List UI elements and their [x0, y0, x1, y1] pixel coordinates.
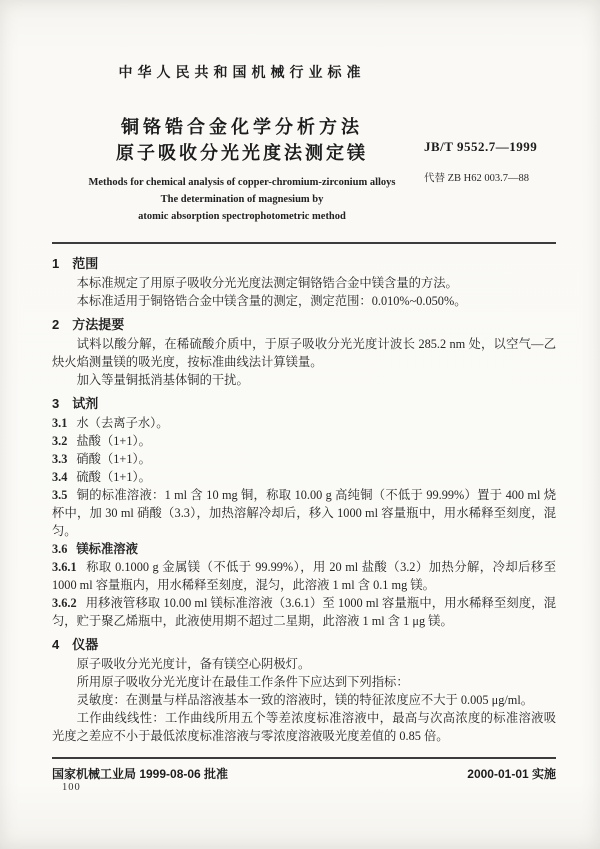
replaces-standard: 代替 ZB H62 003.7—88 — [424, 173, 529, 184]
paragraph: 试料以酸分解，在稀硫酸介质中，于原子吸收分光光度计波长 285.2 nm 处，以空气—乙炔火焰测量镁的吸光度，按标准曲线法计算镁量。 — [52, 337, 556, 369]
clause-text: 水（去离子水）。 — [76, 416, 169, 430]
page-content — [52, 0, 556, 745]
paragraph: 加入等量铜抵消基体铜的干扰。 — [76, 373, 249, 387]
paragraph: 灵敏度：在测量与样品溶液基本一致的溶液时，镁的特征浓度应不大于 0.005 μg/ml。 — [76, 693, 534, 707]
english-title-line3: atomic absorption spectrophotometric method — [138, 211, 346, 222]
english-title-line1: Methods for chemical analysis of copper-chromium-zirconium alloys — [88, 177, 396, 188]
clause-number: 3.6 — [52, 542, 68, 556]
section-title: 试剂 — [72, 396, 99, 411]
paragraph: 本标准适用于铜铬锆合金中镁含量的测定，测定范围：0.010%~0.050%。 — [76, 294, 467, 308]
section-number: 2 — [52, 317, 60, 332]
clause-item — [52, 486, 556, 540]
standard-number-block — [424, 139, 600, 186]
clause-item — [52, 468, 556, 486]
section-title: 范围 — [72, 256, 99, 271]
paragraph: 本标准规定了用原子吸收分光光度法测定铜铬锆合金中镁含量的方法。 — [76, 276, 458, 290]
paragraph: 所用原子吸收分光光度计在最佳工作条件下应达到下列指标： — [76, 675, 409, 689]
clause-text: 称取 0.1000 g 金属镁（不低于 99.99%），用 20 ml 盐酸（3.2）加热分解，冷却后移至 1000 ml 容量瓶内，用水稀释至刻度，混匀，此溶液 1 ml 含 0.1 mg 镁。 — [52, 560, 556, 592]
section-number: 3 — [52, 396, 60, 411]
section-title: 方法提要 — [72, 317, 125, 332]
clause-text: 盐酸（1+1）。 — [76, 434, 151, 448]
clause-item — [52, 450, 556, 468]
standard-footer — [52, 765, 556, 783]
clause-number: 3.6.1 — [52, 560, 77, 574]
clause-item — [52, 414, 556, 432]
approval-info: 国家机械工业局 1999-08-06 批准 — [52, 767, 229, 781]
section-heading-apparatus — [52, 637, 556, 653]
clause-text: 用移液管移取 10.00 ml 镁标准溶液（3.6.1）至 1000 ml 容量瓶中，用水稀释至刻度，混匀，贮于聚乙烯瓶中，此液使用期不超过二星期，此溶液 1 ml 含 1 μg 镁。 — [52, 596, 556, 628]
document-title-line2: 原子吸收分光光度法测定镁 — [116, 143, 368, 163]
clause-item — [52, 558, 556, 594]
section-number: 1 — [52, 256, 60, 271]
header-rule — [52, 242, 556, 244]
clause-number: 3.5 — [52, 488, 68, 502]
clause-number: 3.6.2 — [52, 596, 77, 610]
english-title-line2: The determination of magnesium by — [160, 194, 324, 205]
standard-number: JB/T 9552.7—1999 — [424, 139, 538, 154]
section-title: 仪器 — [72, 637, 99, 652]
clause-number: 3.3 — [52, 452, 68, 466]
footer-rule — [52, 757, 556, 759]
section-heading-method-summary — [52, 317, 556, 333]
paragraph: 原子吸收分光光度计，备有镁空心阴极灯。 — [76, 657, 311, 671]
implementation-date: 2000-01-01 实施 — [467, 767, 556, 781]
standard-type-banner: 中华人民共和国机械行业标准 — [118, 64, 366, 80]
page-number: 100 — [62, 782, 81, 793]
section-heading-reagents — [52, 396, 556, 412]
clause-subheading — [52, 540, 556, 558]
paragraph: 工作曲线线性：工作曲线所用五个等差浓度标准溶液中，最高与次高浓度的标准溶液吸光度之差应不小于最低浓度标准溶液与零浓度溶液吸光度差值的 0.85 倍。 — [52, 711, 556, 743]
clause-text: 硝酸（1+1）。 — [76, 452, 151, 466]
document-title-line1: 铜铬锆合金化学分析方法 — [121, 117, 363, 137]
clause-number: 3.1 — [52, 416, 68, 430]
clause-title: 镁标准溶液 — [76, 542, 138, 556]
clause-number: 3.2 — [52, 434, 68, 448]
standard-header — [52, 62, 556, 225]
section-heading-scope — [52, 256, 556, 272]
clause-text: 铜的标准溶液：1 ml 含 10 mg 铜，称取 10.00 g 高纯铜（不低于 99.99%）置于 400 ml 烧杯中，加 30 ml 硝酸（3.3），加热溶解冷却后，移入 1000 ml 容量瓶中，用水稀释至刻度，混匀。 — [52, 488, 556, 538]
standard-body — [52, 256, 556, 745]
clause-item — [52, 432, 556, 450]
clause-item — [52, 594, 556, 630]
section-number: 4 — [52, 637, 60, 652]
clause-text: 硫酸（1+1）。 — [76, 470, 151, 484]
clause-number: 3.4 — [52, 470, 68, 484]
